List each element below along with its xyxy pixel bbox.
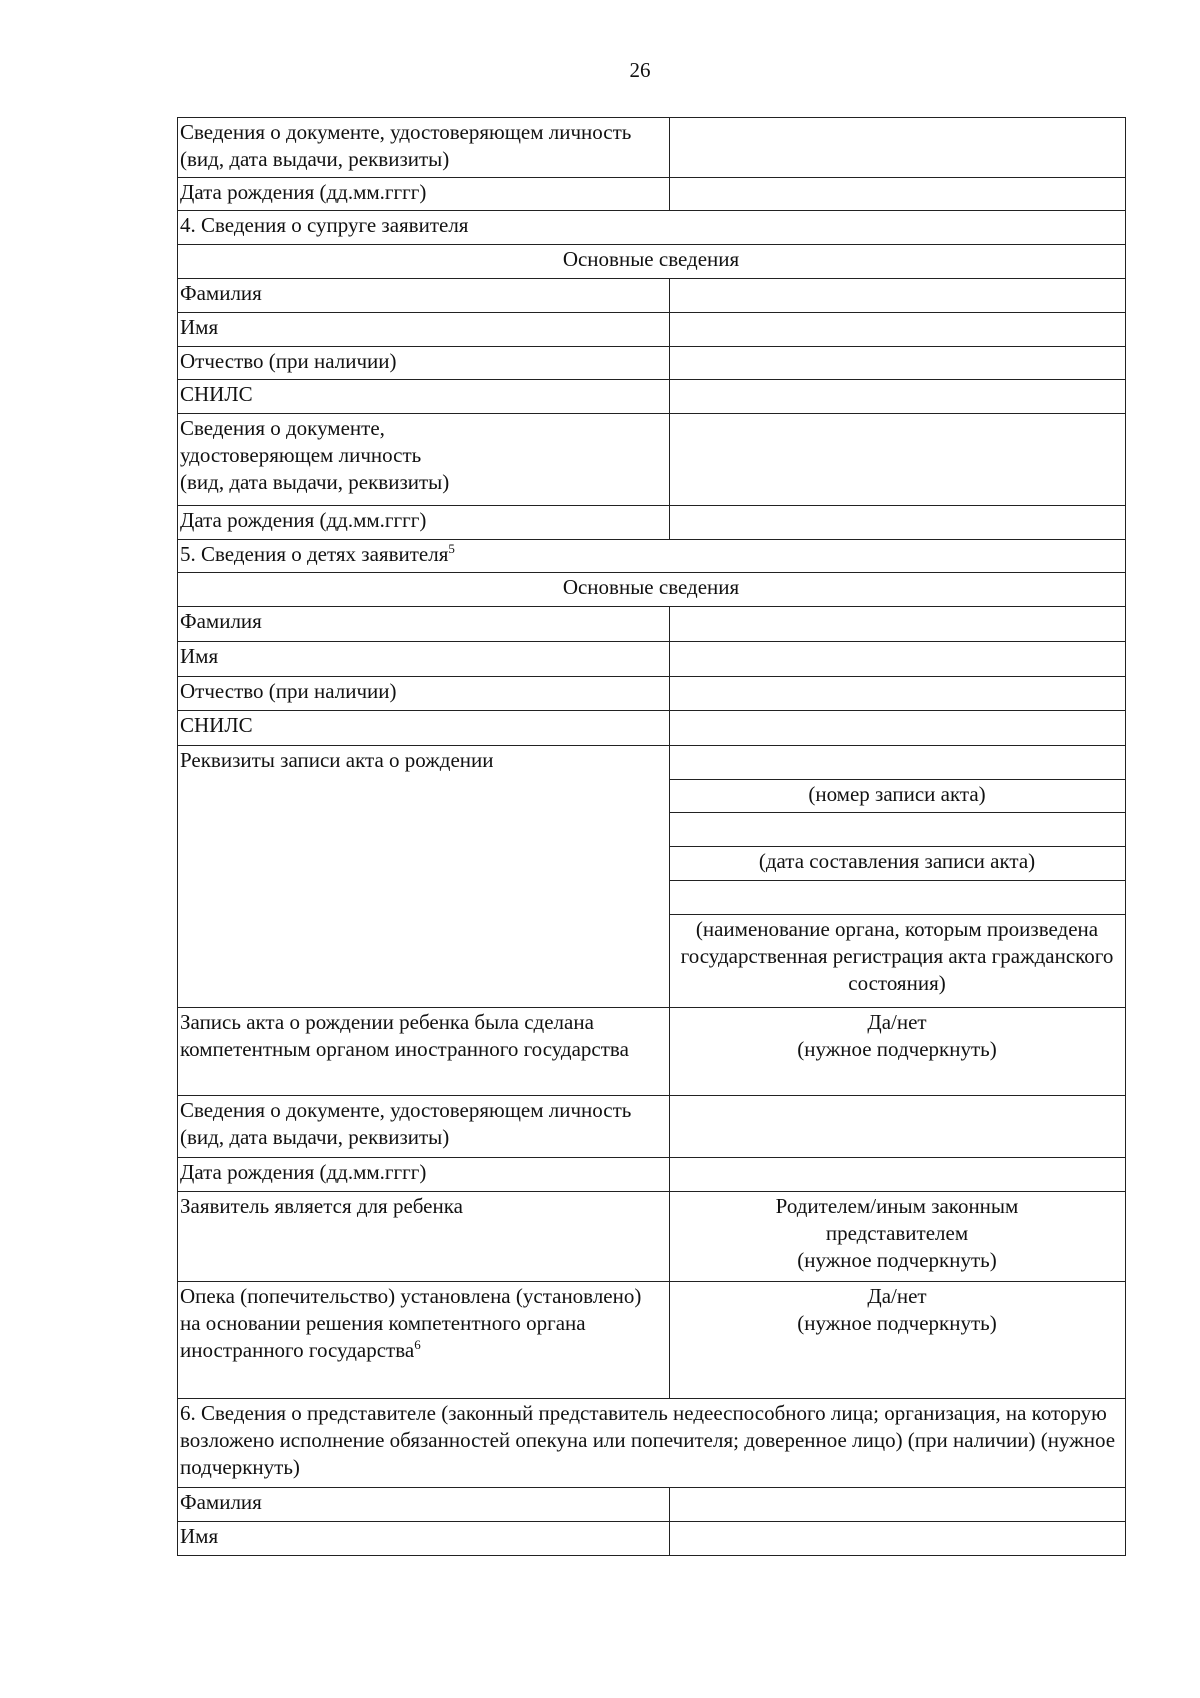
section-5-basic-heading: Основные сведения: [178, 573, 1126, 607]
record-number-field[interactable]: [670, 746, 1126, 780]
section-4-title: 4. Сведения о супруге заявителя: [178, 211, 1126, 245]
table-row: [178, 245, 1126, 279]
foreign-record-answer[interactable]: Да/нет (нужное подчеркнуть): [670, 1008, 1126, 1096]
child-birth-date-field[interactable]: [670, 1158, 1126, 1192]
child-patronymic-field[interactable]: [670, 677, 1126, 711]
child-snils-label: СНИЛС: [178, 711, 670, 746]
table-row: [178, 279, 1126, 313]
table-row: [178, 746, 1126, 780]
child-surname-label: Фамилия: [178, 607, 670, 642]
table-row: [178, 313, 1126, 347]
child-birth-date-label: Дата рождения (дд.мм.гггг): [178, 1158, 670, 1192]
spouse-name-label: Имя: [178, 313, 670, 347]
table-row: [178, 1522, 1126, 1556]
table-row: [178, 178, 1126, 211]
spouse-id-doc-label: Сведения о документе, удостоверяющем личность (вид, дата выдачи, реквизиты): [178, 414, 670, 506]
page-number: 26: [629, 58, 651, 82]
guardianship-label: Опека (попечительство) установлена (установлено) на основании решения компетентного органа иностранного государства$^6$: [178, 1282, 670, 1399]
representative-name-field[interactable]: [670, 1522, 1126, 1556]
table-row: [178, 573, 1126, 607]
spouse-surname-field[interactable]: [670, 279, 1126, 313]
record-number-hint: (номер записи акта): [670, 780, 1126, 813]
spouse-snils-label: СНИЛС: [178, 380, 670, 414]
child-surname-field[interactable]: [670, 607, 1126, 642]
prev-id-doc-field[interactable]: [670, 118, 1126, 178]
form-table: [177, 117, 1126, 1556]
record-date-field[interactable]: [670, 813, 1126, 847]
table-row: [178, 1008, 1126, 1096]
table-row: [178, 1399, 1126, 1488]
birth-record-label: Реквизиты записи акта о рождении: [178, 746, 670, 1008]
table-row: [178, 711, 1126, 746]
applicant-is-label: Заявитель является для ребенка: [178, 1192, 670, 1282]
spouse-snils-field[interactable]: [670, 380, 1126, 414]
footnote-5: 5: [448, 541, 455, 556]
representative-surname-field[interactable]: [670, 1488, 1126, 1522]
applicant-is-answer[interactable]: Родителем/иным законным представителем (нужное подчеркнуть): [670, 1192, 1126, 1282]
guardianship-answer[interactable]: Да/нет (нужное подчеркнуть): [670, 1282, 1126, 1399]
spouse-name-field[interactable]: [670, 313, 1126, 347]
section-6-title: 6. Сведения о представителе (законный представитель недееспособного лица; организация, на которую возложено исполнение обязанностей опекуна или попечителя; доверенное лицо) (при наличии) (нужное подчеркнуть): [178, 1399, 1126, 1488]
child-snils-field[interactable]: [670, 711, 1126, 746]
table-row: [178, 677, 1126, 711]
footnote-6: 6: [414, 1337, 421, 1352]
spouse-patronymic-label: Отчество (при наличии): [178, 347, 670, 380]
prev-id-doc-label: Сведения о документе, удостоверяющем личность (вид, дата выдачи, реквизиты): [178, 118, 670, 178]
table-row: [178, 1192, 1126, 1282]
spouse-patronymic-field[interactable]: [670, 347, 1126, 380]
table-row: [178, 607, 1126, 642]
table-row: [178, 642, 1126, 677]
table-row: [178, 540, 1126, 573]
table-row: [178, 118, 1126, 178]
spouse-birth-date-field[interactable]: [670, 506, 1126, 540]
section-5-title: 5. Сведения о детях заявителя$^5$: [178, 540, 1126, 573]
table-row: [178, 414, 1126, 506]
child-id-doc-field[interactable]: [670, 1096, 1126, 1158]
representative-name-label: Имя: [178, 1522, 670, 1556]
child-name-label: Имя: [178, 642, 670, 677]
registration-authority-field[interactable]: [670, 881, 1126, 915]
table-row: [178, 1158, 1126, 1192]
child-name-field[interactable]: [670, 642, 1126, 677]
prev-birth-date-field[interactable]: [670, 178, 1126, 211]
table-row: [178, 380, 1126, 414]
table-row: [178, 506, 1126, 540]
table-row: [178, 1096, 1126, 1158]
spouse-surname-label: Фамилия: [178, 279, 670, 313]
record-date-hint: (дата составления записи акта): [670, 847, 1126, 881]
table-row: [178, 347, 1126, 380]
registration-authority-hint: (наименование органа, которым произведена государственная регистрация акта гражданского состояния): [670, 915, 1126, 1008]
table-row: [178, 211, 1126, 245]
table-row: [178, 1488, 1126, 1522]
representative-surname-label: Фамилия: [178, 1488, 670, 1522]
section-4-basic-heading: Основные сведения: [178, 245, 1126, 279]
foreign-record-label: Запись акта о рождении ребенка была сделана компетентным органом иностранного государства: [178, 1008, 670, 1096]
spouse-id-doc-field[interactable]: [670, 414, 1126, 506]
child-patronymic-label: Отчество (при наличии): [178, 677, 670, 711]
table-row: [178, 1282, 1126, 1399]
prev-birth-date-label: Дата рождения (дд.мм.гггг): [178, 178, 670, 211]
spouse-birth-date-label: Дата рождения (дд.мм.гггг): [178, 506, 670, 540]
child-id-doc-label: Сведения о документе, удостоверяющем личность (вид, дата выдачи, реквизиты): [178, 1096, 670, 1158]
